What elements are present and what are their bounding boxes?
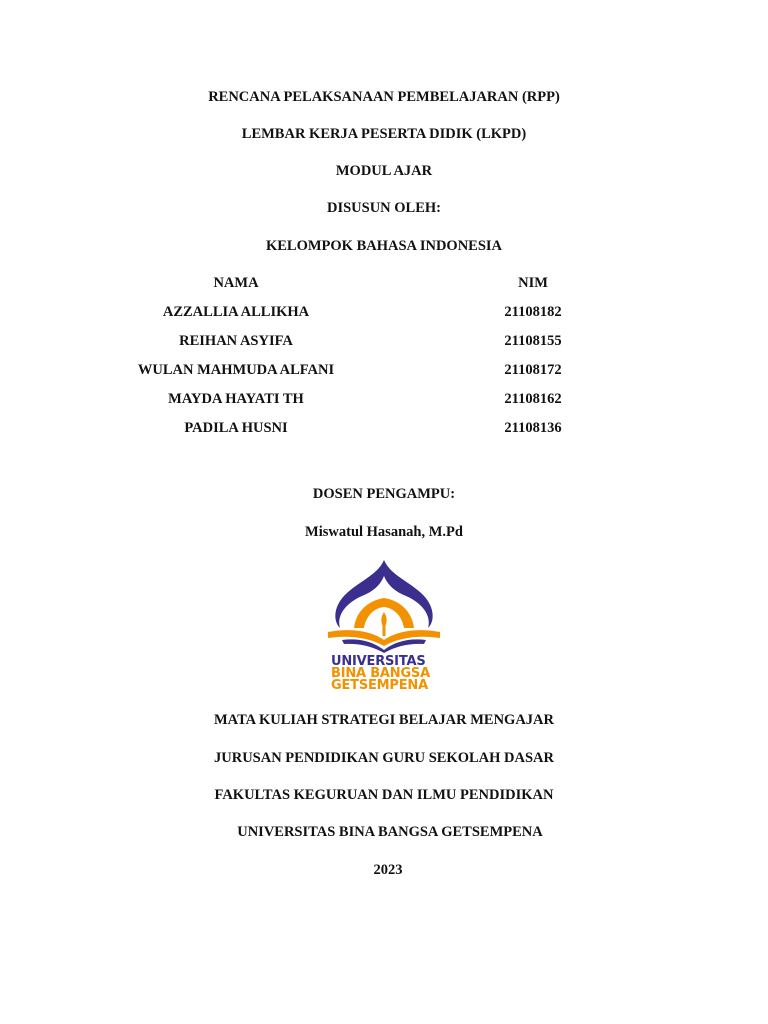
lecturer-label: DOSEN PENGAMPU: [312,486,456,502]
member-nim: 21108172 [504,362,562,378]
faculty-name: FAKULTAS KEGURUAN DAN ILMU PENDIDIKAN [214,787,554,803]
member-nim: 21108182 [504,304,562,320]
document-title-rpp: RENCANA PELAKSANAAN PEMBELAJARAN (RPP) [208,89,560,105]
member-nim: 21108136 [504,420,562,436]
university-name: UNIVERSITAS BINA BANGSA GETSEMPENA [237,824,543,840]
member-name: WULAN MAHMUDA ALFANI [137,362,335,378]
name-header-text: NAMA [213,275,259,291]
member-name: AZZALLIA ALLIKHA [162,304,310,320]
member-name: MAYDA HAYATI TH [168,391,304,407]
nim-column-header: NIM [518,275,548,291]
logo-text-getsempena: GETSEMPENA [331,678,428,693]
member-name: REIHAN ASYIFA [179,333,293,349]
document-title-lkpd: LEMBAR KERJA PESERTA DIDIK (LKPD) [241,126,527,142]
logo-text-universitas: UNIVERSITAS [331,654,426,669]
course-name: MATA KULIAH STRATEGI BELAJAR MENGAJAR [214,712,554,728]
department-name: JURUSAN PENDIDIKAN GURU SEKOLAH DASAR [214,750,554,766]
year: 2023 [373,862,403,878]
group-name: KELOMPOK BAHASA INDONESIA [265,238,503,254]
lecturer-name: Miswatul Hasanah, M.Pd [305,524,463,540]
document-title-modul: MODUL AJAR [335,163,433,179]
logo-text-bina-bangsa: BINA BANGSA [331,666,430,681]
member-nim: 21108162 [504,391,562,407]
member-name: PADILA HUSNI [184,420,288,436]
compiled-by-label: DISUSUN OLEH: [326,200,441,216]
member-nim: 21108155 [504,333,562,349]
name-column-header [86,274,386,292]
